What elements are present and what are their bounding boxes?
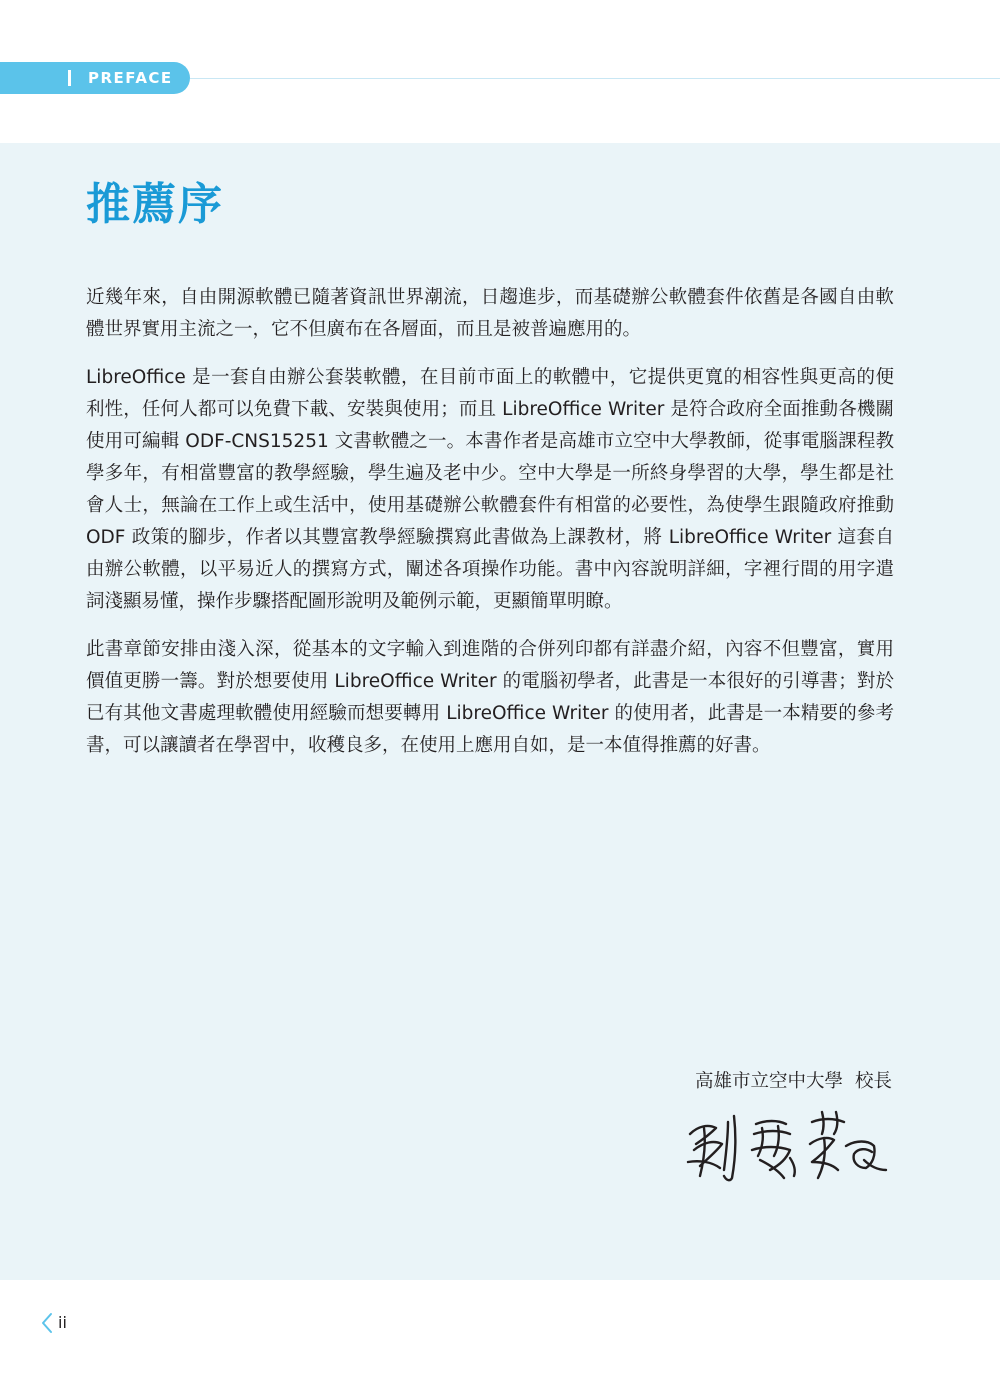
signature-block [695,1068,892,1096]
page-navigation [40,1312,67,1334]
header-divider-mark [68,70,71,86]
section-label: PREFACE [88,69,173,87]
handwritten-signature [682,1104,892,1186]
section-header-tab [0,62,190,94]
page-title: 推薦序 [86,179,224,230]
signer-role: 校長 [854,1071,892,1092]
signer-institution: 高雄市立空中大學 [694,1071,843,1092]
paragraph: 近幾年來，自由開源軟體已隨著資訊世界潮流，日趨進步，而基礎辦公軟體套件依舊是各國自由軟體世界實用主流之一，它不但廣布在各層面，而且是被普遍應用的。 [86,287,894,340]
header-rule [190,78,1000,79]
preface-body [86,282,894,778]
paragraph: LibreOffice 是一套自由辦公套裝軟體，在目前市面上的軟體中，它提供更寬的相容性與更高的便利性，任何人都可以免費下載、安裝與使用；而且 LibreOffice Writer 是符合政府全面推動各機關使用可編輯 ODF-CNS15251 文書軟體之一。本書作者是高雄市立空中大學教師，從事電腦課程教學多年，有相當豐富的教學經驗，學生遍及老中少。空中大學是一所終身學習的大學，學生都是社會人士，無論在工作上或生活中，使用基礎辦公軟體套件有相當的必要性，為使學生跟隨政府推動 ODF 政策的腳步，作者以其豐富教學經驗撰寫此書做為上課教材，將 LibreOffice Writer 這套自由辦公軟體，以平易近人的撰寫方式，闡述各項操作功能。書中內容說明詳細，字裡行間的用字遣詞淺顯易懂，操作步驟搭配圖形說明及範例示範，更顯簡單明瞭。 [86,367,894,612]
page-number: ii [58,1313,67,1332]
signer-title [695,1068,892,1096]
chevron-left-icon[interactable] [40,1312,54,1334]
paragraph: 此書章節安排由淺入深，從基本的文字輸入到進階的合併列印都有詳盡介紹，內容不但豐富，實用價值更勝一籌。對於想要使用 LibreOffice Writer 的電腦初學者，此書是一本很好的引導書；對於已有其他文書處理軟體使用經驗而想要轉用 LibreOffice Writer 的使用者，此書是一本精要的參考書，可以讓讀者在學習中，收穫良多，在使用上應用自如，是一本值得推薦的好書。 [86,639,894,756]
